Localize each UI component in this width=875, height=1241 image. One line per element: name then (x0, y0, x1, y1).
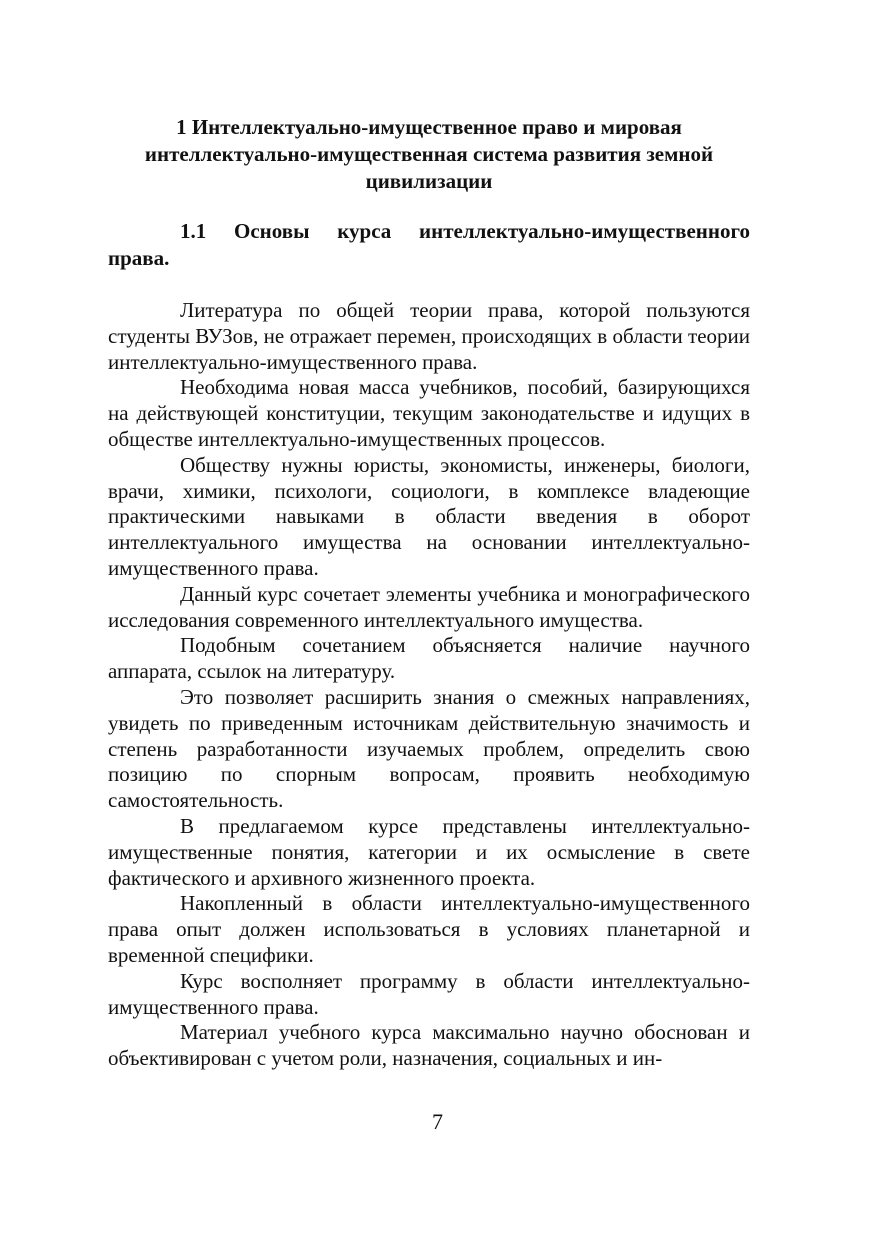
paragraph: Обществу нужны юристы, экономисты, инженеры, биологи, врачи, химики, психологи, социологи, в комплексе владеющие практическими навыками в области введения в оборот интеллектуального имущества на основании интеллектуально-имущественного права. (108, 452, 750, 580)
paragraph: Это позволяет расширить знания о смежных направлениях, увидеть по приведенным источникам действительную значимость и степень разработанности изучаемых проблем, определить свою позицию по спорным вопросам, проявить необходимую самостоятельность. (108, 684, 750, 813)
paragraph: Материал учебного курса максимально научно обоснован и объективирован с учетом роли, назначения, социальных и ин- (108, 1020, 750, 1071)
paragraph: Данный курс сочетает элементы учебника и монографического исследования современного интеллектуального имущества. (108, 581, 750, 632)
chapter-title: 1 Интеллектуально-имущественное право и мировая интеллектуально-имущественная система развития земной цивилизации (144, 115, 714, 193)
section-title: 1.1 Основы курса интеллектуально-имущественного права. (108, 219, 750, 270)
paragraph: Накопленный в области интеллектуально-имущественного права опыт должен использоваться в условиях планетарной и временной специфики. (108, 891, 750, 967)
paragraph: Курс восполняет программу в области интеллектуально-имущественного права. (108, 968, 750, 1019)
body-text (108, 298, 750, 1072)
page-number: 7 (432, 1109, 443, 1134)
paragraph: Необходима новая масса учебников, пособий, базирующихся на действующей конституции, текущим законодательстве и идущих в обществе интеллектуально-имущественных процессов. (108, 375, 750, 451)
paragraph: Подобным сочетанием объясняется наличие научного аппарата, ссылок на литературу. (108, 633, 750, 684)
paragraph: Литература по общей теории права, которой пользуются студенты ВУЗов, не отражает перемен, происходящих в области теории интеллектуально-имущественного права. (108, 298, 750, 374)
paragraph: В предлагаемом курсе представлены интеллектуально-имущественные понятия, категории и их осмысление в свете фактического и архивного жизненного проекта. (108, 813, 750, 890)
